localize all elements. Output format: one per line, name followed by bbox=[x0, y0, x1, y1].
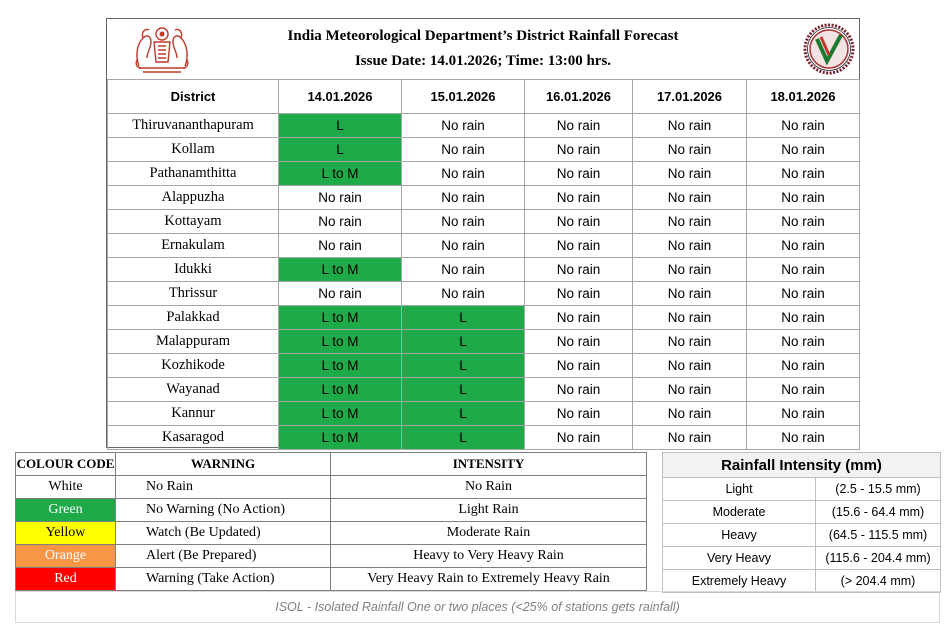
forecast-cell: L to M bbox=[279, 330, 402, 354]
district-row bbox=[108, 186, 860, 210]
forecast-cell: No rain bbox=[747, 114, 860, 138]
forecast-cell: No rain bbox=[525, 258, 633, 282]
forecast-cell: No rain bbox=[402, 258, 525, 282]
forecast-cell: No rain bbox=[633, 138, 747, 162]
forecast-cell: No rain bbox=[525, 162, 633, 186]
intensity-text: Very Heavy Rain to Extremely Heavy Rain bbox=[331, 568, 647, 591]
date-column-header: 15.01.2026 bbox=[402, 80, 525, 114]
forecast-cell: No rain bbox=[279, 210, 402, 234]
district-row bbox=[108, 402, 860, 426]
district-name: Thrissur bbox=[108, 282, 279, 306]
forecast-cell: No rain bbox=[747, 186, 860, 210]
rainfall-intensity-panel bbox=[662, 452, 941, 593]
forecast-header-row bbox=[108, 80, 860, 114]
intensity-range: (2.5 - 15.5 mm) bbox=[816, 478, 941, 501]
forecast-cell: L to M bbox=[279, 402, 402, 426]
forecast-cell: L bbox=[402, 378, 525, 402]
forecast-cell: No rain bbox=[525, 282, 633, 306]
imd-logo bbox=[803, 23, 855, 75]
intensity-text: Heavy to Very Heavy Rain bbox=[331, 545, 647, 568]
issue-date: Issue Date: 14.01.2026; Time: 13:00 hrs. bbox=[354, 53, 612, 69]
forecast-cell: No rain bbox=[402, 234, 525, 258]
legend-row bbox=[16, 545, 647, 568]
rainfall-intensity-row bbox=[663, 478, 941, 501]
intensity-header: INTENSITY bbox=[331, 453, 647, 476]
intensity-range: (115.6 - 204.4 mm) bbox=[816, 547, 941, 570]
district-row bbox=[108, 210, 860, 234]
date-column-header: 18.01.2026 bbox=[747, 80, 860, 114]
forecast-cell: No rain bbox=[633, 186, 747, 210]
date-column-header: 17.01.2026 bbox=[633, 80, 747, 114]
forecast-cell: No rain bbox=[633, 234, 747, 258]
intensity-text: No Rain bbox=[331, 476, 647, 499]
district-name: Idukki bbox=[108, 258, 279, 282]
colour-code-header: COLOUR CODE bbox=[16, 453, 116, 476]
forecast-cell: No rain bbox=[525, 426, 633, 450]
forecast-cell: No rain bbox=[633, 210, 747, 234]
forecast-cell: L to M bbox=[279, 258, 402, 282]
district-row bbox=[108, 354, 860, 378]
district-name: Pathanamthitta bbox=[108, 162, 279, 186]
rainfall-intensity-header-row bbox=[663, 453, 941, 478]
forecast-cell: No rain bbox=[525, 210, 633, 234]
warning-text: No Warning (No Action) bbox=[116, 499, 331, 522]
forecast-cell: No rain bbox=[633, 378, 747, 402]
forecast-cell: No rain bbox=[402, 114, 525, 138]
forecast-cell: L bbox=[402, 306, 525, 330]
forecast-cell: L to M bbox=[279, 354, 402, 378]
district-name: Wayanad bbox=[108, 378, 279, 402]
legend-row bbox=[16, 568, 647, 591]
forecast-cell: No rain bbox=[747, 138, 860, 162]
district-name: Kottayam bbox=[108, 210, 279, 234]
intensity-label: Very Heavy bbox=[663, 547, 816, 570]
forecast-cell: L bbox=[279, 138, 402, 162]
forecast-cell: No rain bbox=[279, 282, 402, 306]
forecast-cell: L to M bbox=[279, 162, 402, 186]
legend-row bbox=[16, 522, 647, 545]
intensity-label: Extremely Heavy bbox=[663, 570, 816, 593]
forecast-cell: No rain bbox=[402, 162, 525, 186]
district-name: Ernakulam bbox=[108, 234, 279, 258]
date-column-header: 16.01.2026 bbox=[525, 80, 633, 114]
forecast-cell: No rain bbox=[633, 306, 747, 330]
forecast-cell: No rain bbox=[747, 282, 860, 306]
colour-code-swatch: Green bbox=[16, 499, 116, 522]
warning-header: WARNING bbox=[116, 453, 331, 476]
forecast-cell: No rain bbox=[747, 426, 860, 450]
forecast-cell: No rain bbox=[633, 258, 747, 282]
warning-text: No Rain bbox=[116, 476, 331, 499]
warning-text: Warning (Take Action) bbox=[116, 568, 331, 591]
district-row bbox=[108, 306, 860, 330]
forecast-cell: No rain bbox=[747, 210, 860, 234]
district-name: Alappuzha bbox=[108, 186, 279, 210]
intensity-label: Light bbox=[663, 478, 816, 501]
forecast-grid bbox=[107, 79, 860, 450]
forecast-cell: L to M bbox=[279, 378, 402, 402]
forecast-cell: No rain bbox=[633, 114, 747, 138]
rainfall-intensity-row bbox=[663, 570, 941, 593]
district-name: Thiruvananthapuram bbox=[108, 114, 279, 138]
warning-text: Alert (Be Prepared) bbox=[116, 545, 331, 568]
forecast-cell: No rain bbox=[279, 234, 402, 258]
forecast-cell: No rain bbox=[633, 162, 747, 186]
forecast-cell: No rain bbox=[747, 258, 860, 282]
forecast-cell: L bbox=[402, 426, 525, 450]
district-row bbox=[108, 330, 860, 354]
intensity-text: Light Rain bbox=[331, 499, 647, 522]
colour-code-swatch: Red bbox=[16, 568, 116, 591]
colour-code-swatch: Orange bbox=[16, 545, 116, 568]
intensity-range: (15.6 - 64.4 mm) bbox=[816, 501, 941, 524]
forecast-cell: No rain bbox=[747, 402, 860, 426]
district-name: Kollam bbox=[108, 138, 279, 162]
forecast-cell: No rain bbox=[525, 138, 633, 162]
forecast-cell: No rain bbox=[747, 306, 860, 330]
page-title: India Meteorological Department’s District Rainfall Forecast bbox=[287, 28, 679, 44]
district-name: Palakkad bbox=[108, 306, 279, 330]
legend-header-row bbox=[16, 453, 647, 476]
forecast-cell: No rain bbox=[525, 114, 633, 138]
intensity-range: (64.5 - 115.5 mm) bbox=[816, 524, 941, 547]
forecast-cell: No rain bbox=[402, 138, 525, 162]
warning-text: Watch (Be Updated) bbox=[116, 522, 331, 545]
district-row bbox=[108, 114, 860, 138]
forecast-cell: L bbox=[402, 402, 525, 426]
colour-code-legend bbox=[15, 452, 647, 591]
forecast-cell: No rain bbox=[525, 354, 633, 378]
forecast-cell: L bbox=[402, 330, 525, 354]
intensity-label: Heavy bbox=[663, 524, 816, 547]
forecast-cell: No rain bbox=[747, 234, 860, 258]
district-row bbox=[108, 258, 860, 282]
forecast-cell: No rain bbox=[525, 402, 633, 426]
district-forecast-table bbox=[106, 18, 860, 448]
rainfall-intensity-row bbox=[663, 547, 941, 570]
legend-row bbox=[16, 499, 647, 522]
isol-footnote: ISOL - Isolated Rainfall One or two places (<25% of stations gets rainfall) bbox=[15, 591, 940, 623]
district-row bbox=[108, 234, 860, 258]
forecast-cell: No rain bbox=[525, 306, 633, 330]
intensity-label: Moderate bbox=[663, 501, 816, 524]
district-row bbox=[108, 138, 860, 162]
forecast-cell: No rain bbox=[633, 354, 747, 378]
forecast-cell: No rain bbox=[747, 162, 860, 186]
forecast-cell: L bbox=[279, 114, 402, 138]
forecast-header bbox=[107, 19, 859, 80]
rainfall-intensity-row bbox=[663, 524, 941, 547]
forecast-cell: L to M bbox=[279, 306, 402, 330]
district-row bbox=[108, 162, 860, 186]
colour-code-swatch: White bbox=[16, 476, 116, 499]
forecast-cell: No rain bbox=[402, 210, 525, 234]
intensity-range: (> 204.4 mm) bbox=[816, 570, 941, 593]
rainfall-intensity-row bbox=[663, 501, 941, 524]
date-column-header: 14.01.2026 bbox=[279, 80, 402, 114]
forecast-cell: L to M bbox=[279, 426, 402, 450]
forecast-cell: No rain bbox=[402, 186, 525, 210]
forecast-cell: No rain bbox=[747, 330, 860, 354]
district-row bbox=[108, 282, 860, 306]
legend-row bbox=[16, 476, 647, 499]
district-name: Kannur bbox=[108, 402, 279, 426]
district-name: Malappuram bbox=[108, 330, 279, 354]
forecast-cell: No rain bbox=[633, 282, 747, 306]
rainfall-intensity-title: Rainfall Intensity (mm) bbox=[663, 453, 941, 478]
intensity-text: Moderate Rain bbox=[331, 522, 647, 545]
forecast-cell: No rain bbox=[633, 402, 747, 426]
forecast-cell: No rain bbox=[525, 186, 633, 210]
forecast-cell: No rain bbox=[633, 330, 747, 354]
forecast-cell: L bbox=[402, 354, 525, 378]
district-name: Kozhikode bbox=[108, 354, 279, 378]
colour-code-swatch: Yellow bbox=[16, 522, 116, 545]
forecast-cell: No rain bbox=[525, 330, 633, 354]
forecast-cell: No rain bbox=[402, 282, 525, 306]
forecast-cell: No rain bbox=[747, 354, 860, 378]
forecast-cell: No rain bbox=[279, 186, 402, 210]
forecast-cell: No rain bbox=[525, 234, 633, 258]
forecast-cell: No rain bbox=[747, 378, 860, 402]
district-row bbox=[108, 378, 860, 402]
district-name: Kasaragod bbox=[108, 426, 279, 450]
district-column-header: District bbox=[108, 80, 279, 114]
district-row bbox=[108, 426, 860, 450]
forecast-cell: No rain bbox=[525, 378, 633, 402]
forecast-cell: No rain bbox=[633, 426, 747, 450]
